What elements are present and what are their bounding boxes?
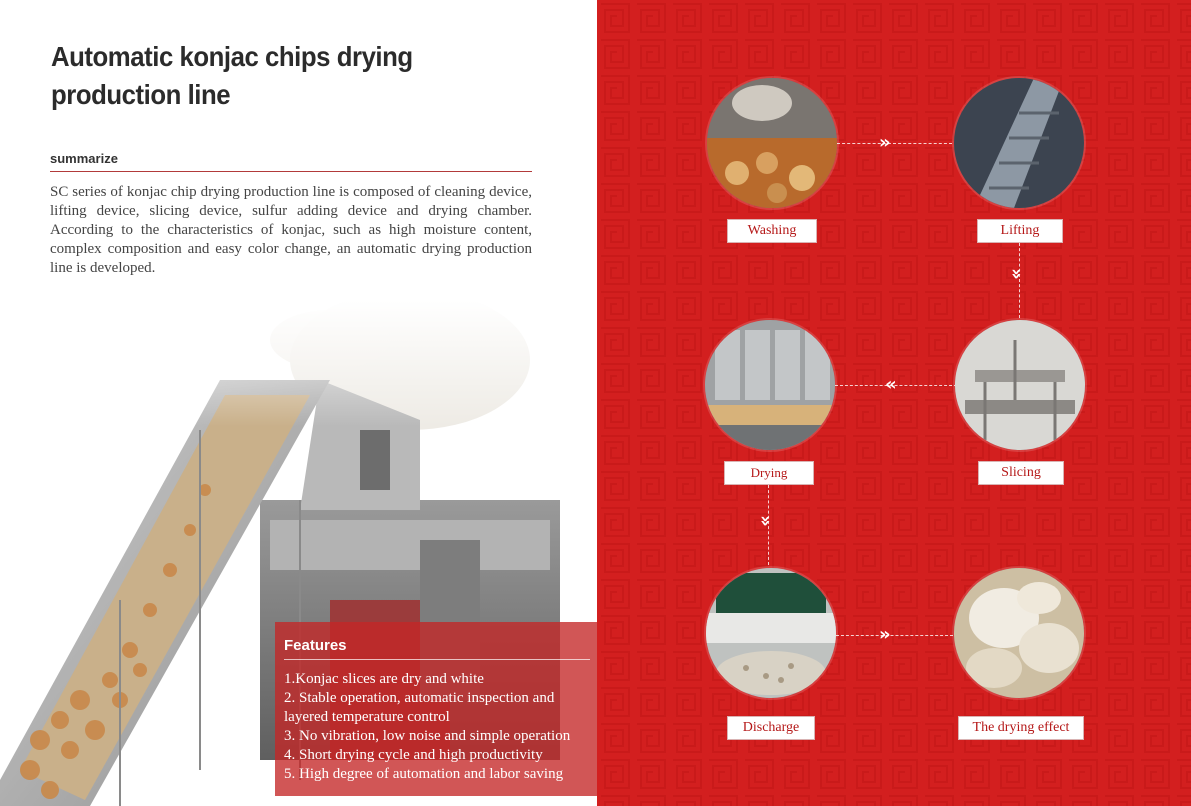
features-list — [284, 670, 594, 784]
feature-item: 2. Stable operation, automatic inspection and layered temperature control — [284, 690, 555, 725]
page-title: Automatic konjac chips drying production line — [51, 41, 413, 110]
drying-photo — [705, 320, 835, 450]
step-label-washing: Washing — [727, 219, 817, 243]
double-chevron-down-icon: » — [1005, 268, 1027, 280]
background-pattern — [597, 0, 1191, 806]
connector-line — [837, 143, 952, 144]
feature-item: 5. High degree of automation and labor saving — [284, 766, 564, 782]
feature-item: 3. No vibration, low noise and simple operation — [284, 728, 571, 744]
step-label-slicing: Slicing — [978, 461, 1064, 485]
double-chevron-right-icon: » — [879, 132, 891, 153]
discharge-photo — [706, 568, 836, 698]
lifting-photo — [954, 78, 1084, 208]
summary-text: SC series of konjac chip drying production line is composed of cleaning device, lifting device, slicing device, sulfur adding device and drying chamber. According to the characteristics of konjac, such as high moisture content, complex composition and easy color change, an automatic drying production line is developed. — [50, 184, 532, 276]
features-divider — [284, 659, 590, 660]
washing-photo — [707, 78, 837, 208]
features-heading: Features — [284, 637, 347, 654]
connector-line — [1019, 243, 1020, 318]
double-chevron-left-icon: « — [885, 374, 897, 395]
step-label-drying: Drying — [724, 461, 814, 485]
summary-divider — [50, 171, 532, 172]
feature-item: 1.Konjac slices are dry and white — [284, 671, 484, 687]
slicing-photo — [955, 320, 1085, 450]
step-label-discharge: Discharge — [727, 716, 815, 740]
summary-heading: summarize — [50, 151, 118, 166]
connector-line — [836, 635, 953, 636]
step-label-lifting: Lifting — [977, 219, 1063, 243]
process-panel — [597, 0, 1191, 806]
drying-effect-photo — [954, 568, 1084, 698]
double-chevron-right-icon: » — [879, 624, 891, 645]
step-label-drying-effect: The drying effect — [958, 716, 1084, 740]
double-chevron-down-icon: » — [754, 515, 776, 527]
feature-item: 4. Short drying cycle and high productivity — [284, 747, 543, 763]
